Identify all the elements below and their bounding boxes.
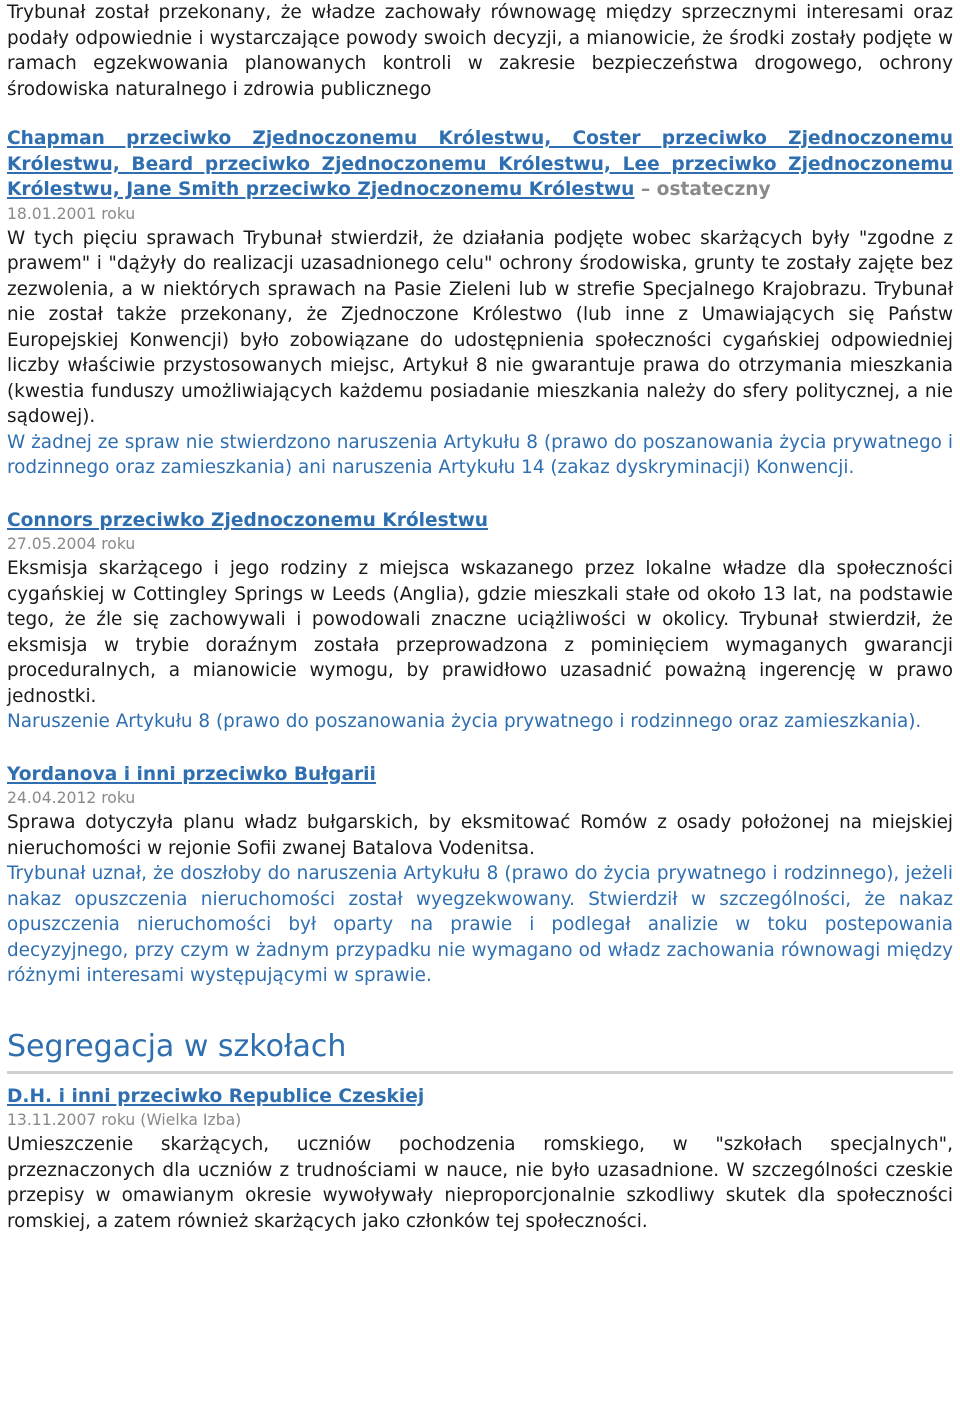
case-chapman-body: W tych pięciu sprawach Trybunał stwierdził, że działania podjęte wobec skarżących były "zgodne z prawem" i "dążyły do realizacji uzasadnionego celu" ochrony środowiska, grunty te zostały zajęte bez zezwolenia, a w niektórych sprawach na Pasie Zieleni lub w strefie Specjalnego Krajobrazu. Trybunał nie został także przekonany, że Zjednoczone Królestwo (lub inne z Umawiających się Państw Europejskiej Konwencji) było zobowiązane do udostępnienia społeczności cygańskiej odpowiedniej liczby właściwie przystosowanych miejsc, Artykuł 8 nie gwarantuje prawa do otrzymania mieszkania (kwestia funduszy umożliwiających każdemu posiadanie mieszkania należy do sfery politycznej, a nie sądowej). <box>7 227 953 427</box>
case-chapman-title <box>7 126 953 203</box>
case-dh-link[interactable]: D.H. i inni przeciwko Republice Czeskiej <box>7 1085 425 1107</box>
spacer <box>7 102 953 126</box>
case-chapman-suffix: – ostateczny <box>634 179 771 200</box>
case-yordanova-date: 24.04.2012 roku <box>7 789 136 807</box>
case-chapman-ruling: W żadnej ze spraw nie stwierdzono naruszenia Artykułu 8 (prawo do poszanowania życia prywatnego i rodzinnego oraz zamieszkania) ani naruszenia Artykułu 14 (zakaz dyskryminacji) Konwencji. <box>7 431 953 478</box>
case-yordanova-title <box>7 762 953 788</box>
spacer <box>7 735 953 762</box>
case-connors-link[interactable]: Connors przeciwko Zjednoczonemu Królestwu <box>7 509 489 531</box>
case-yordanova-ruling: Trybunał uznał, że doszłoby do naruszenia Artykułu 8 (prawo do życia prywatnego i rodzinnego), jeżeli nakaz opuszczenia nieruchomości został wyegzekwowany. Stwierdził w szczególności, że nakaz opuszczenia nieruchomości był oparty na prawie i podlegał analizie w toku postepowania decyzyjnego, przy czym w żadnym przypadku nie wymagano od władz zachowania równowagi między różnymi interesami występującymi w sprawie. <box>7 863 953 986</box>
case-connors-date: 27.05.2004 roku <box>7 535 136 553</box>
spacer <box>7 1074 953 1084</box>
case-chapman-link[interactable]: Chapman przeciwko Zjednoczonemu Królestwu, Coster przeciwko Zjednoczonemu Królestwu, Beard przeciwko Zjednoczonemu Królestwu, Lee przeciwko Zjednoczonemu Królestwu, Jane Smith przeciwko Zjednoczonemu Królestwu <box>7 128 953 200</box>
intro-paragraph: Trybunał został przekonany, że władze zachowały równowagę między sprzecznymi interesami oraz podały odpowiednie i wystarczające powody swoich decyzji, a mianowicie, że środki zostały podjęte w ramach egzekwowania planowanych kontroli w zakresie bezpieczeństwa drogowego, ochrony środowiska naturalnego i zdrowia publicznego <box>7 2 953 100</box>
case-dh-title <box>7 1084 953 1110</box>
case-dh-date: 13.11.2007 roku (Wielka Izba) <box>7 1111 242 1129</box>
section-heading: Segregacja w szkołach <box>7 1029 953 1074</box>
case-connors-body: Eksmisja skarżącego i jego rodziny z miejsca wskazanego przez lokalne władze dla społeczności cygańskiej w Cottingley Springs w Leeds (Anglia), gdzie mieszkali stałe od około 13 lat, na podstawie tego, że źle się zachowywali i powodowali znaczne uciążliwości w okolicy. Trybunał stwierdził, że eksmisja w trybie doraźnym została przeprowadzona z pominięciem wymaganych gwarancji proceduralnych, a mianowicie wymogu, by prawidłowo uzasadnić poważną ingerencję w prawo jednostki. <box>7 558 953 707</box>
case-chapman-date: 18.01.2001 roku <box>7 204 136 223</box>
case-connors-ruling: Naruszenie Artykułu 8 (prawo do poszanowania życia prywatnego i rodzinnego oraz zamieszkania). <box>7 711 922 732</box>
case-dh-body: Umieszczenie skarżących, uczniów pochodzenia romskiego, w "szkołach specjalnych", przeznaczonych dla uczniów z trudnościami w nauce, nie było uzasadnione. W szczególności czeskie przepisy w omawianym okresie wywoływały nieproporcjonalnie szkodliwy skutek dla społeczności romskiej, a zatem również skarżących jako członków tej społeczności. <box>7 1134 953 1232</box>
case-yordanova-body: Sprawa dotyczyła planu władz bułgarskich, by eksmitować Romów z osady położonej na miejskiej nieruchomości w rejonie Sofii zwanej Batalova Vodenitsa. <box>7 812 953 859</box>
case-connors-title <box>7 508 953 534</box>
spacer <box>7 481 953 508</box>
case-yordanova-link[interactable]: Yordanova i inni przeciwko Bułgarii <box>7 763 376 785</box>
